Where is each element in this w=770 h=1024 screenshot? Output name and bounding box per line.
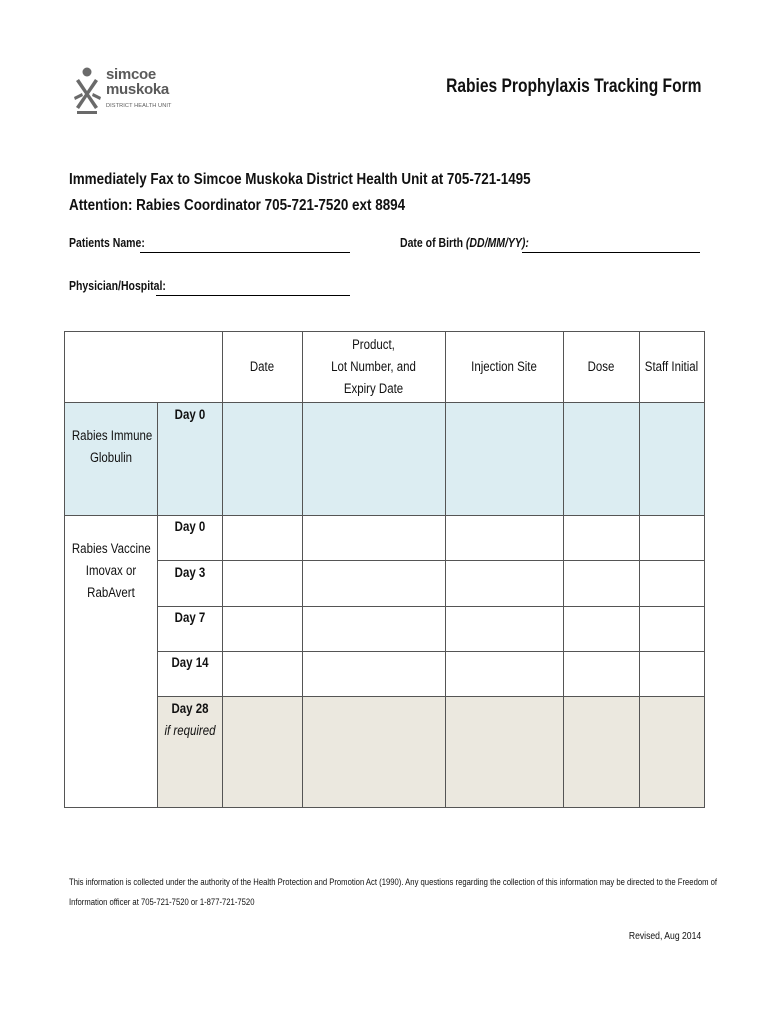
privacy-notice-line2: Information officer at 705-721-7520 or 1-877-721-7520 [69, 897, 255, 908]
header-product [313, 334, 435, 400]
patient-name-label: Patients Name: [69, 236, 145, 250]
vaccine-group-label [72, 538, 150, 604]
form-title: Rabies Prophylaxis Tracking Form [445, 76, 701, 97]
row-divider [157, 606, 704, 607]
row-divider [65, 515, 704, 516]
rig-dose-cell[interactable] [564, 403, 639, 515]
logo-name-line1: simcoe [106, 66, 156, 83]
header-product-line1: Product, [352, 337, 395, 352]
dob-label [400, 236, 529, 250]
vaccine-day-label: Day 0 [174, 519, 206, 534]
header-product-line2: Lot Number, and [331, 359, 416, 374]
dob-format: (DD/MM/YY): [465, 236, 529, 250]
rig-group-line2: Globulin [89, 450, 133, 465]
privacy-notice [69, 873, 718, 913]
dob-field[interactable] [522, 252, 700, 253]
vaccine-group-line1: Rabies Vaccine [71, 541, 151, 556]
rig-site-cell[interactable] [446, 403, 563, 515]
logo-name-line2: muskoka [106, 81, 169, 98]
vaccine-day-label: Day 3 [174, 565, 206, 580]
dob-label-prefix: Date of Birth [400, 236, 466, 250]
row-divider [157, 651, 704, 652]
physician-label: Physician/Hospital: [69, 279, 166, 293]
row-divider [157, 560, 704, 561]
rig-group-line1: Rabies Immune [71, 428, 153, 443]
header-staff-initial: Staff Initial [644, 359, 699, 374]
vaccine-day-label: Day 14 [171, 655, 209, 670]
header-date: Date [249, 359, 275, 374]
header-product-line3: Expiry Date [343, 381, 404, 396]
rig-group-label [71, 425, 153, 469]
header-injection-site: Injection Site [471, 359, 537, 374]
health-unit-logo [74, 67, 194, 119]
rig-initial-cell[interactable] [640, 403, 704, 515]
rig-date-cell[interactable] [223, 403, 302, 515]
tracking-table [64, 331, 705, 808]
logo-name-line3: DISTRICT HEALTH UNIT [106, 103, 172, 109]
attention-line: Attention: Rabies Coordinator 705-721-7520 ext 8894 [69, 197, 406, 214]
privacy-notice-line1: This information is collected under the authority of the Health Protection and Promotion Act (1990). Any questions regarding the collection of this information may be directed to the Freedom of [69, 877, 718, 888]
logo-figure-icon [74, 67, 102, 117]
rig-product-cell[interactable] [303, 403, 445, 515]
header-dose: Dose [587, 359, 615, 374]
vaccine-group-line2: Imovax or [85, 563, 137, 578]
fax-instruction: Immediately Fax to Simcoe Muskoka District Health Unit at 705-721-1495 [69, 171, 531, 188]
day28-note: if required [164, 723, 216, 738]
vaccine-group-line3: RabAvert [87, 585, 135, 600]
rig-day-label: Day 0 [174, 407, 206, 422]
physician-field[interactable] [156, 295, 350, 296]
row-divider [157, 696, 704, 697]
revision-date: Revised, Aug 2014 [628, 930, 701, 942]
vaccine-day-label: Day 28 [171, 701, 209, 716]
vaccine-day-label: Day 7 [174, 610, 206, 625]
patient-name-field[interactable] [140, 252, 350, 253]
day28-row-fill [157, 697, 704, 807]
column-divider [157, 402, 158, 807]
